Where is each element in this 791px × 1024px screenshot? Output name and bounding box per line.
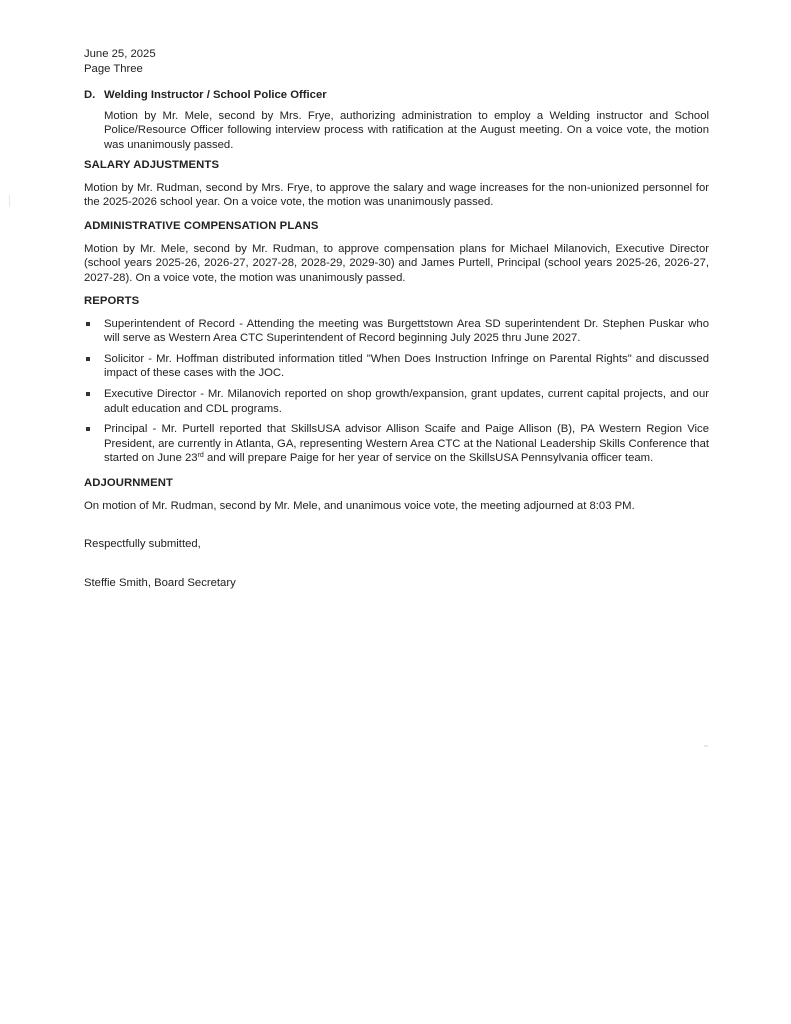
scan-artifact bbox=[704, 745, 708, 747]
section-heading: ADJOURNMENT bbox=[84, 477, 173, 489]
page-number: Page Three bbox=[84, 63, 143, 75]
section-body: Motion by Mr. Rudman, second by Mrs. Frye, to approve the salary and wage increases for the non-unionized personnel for the 2025-2026 school year. On a voice vote, the motion was unanimously passed. bbox=[84, 181, 709, 209]
section-administrative-compensation bbox=[84, 219, 709, 285]
report-item: Superintendent of Record - Attending the meeting was Burgettstown Area SD superintendent Dr. Stephen Puskar who will serve as Western Area CTC Superintendent of Record beginning July 2025 thru June 2027. bbox=[84, 317, 709, 346]
page-header bbox=[84, 47, 156, 77]
bullet-icon bbox=[86, 357, 90, 361]
bullet-icon bbox=[86, 322, 90, 326]
report-item: Principal - Mr. Purtell reported that SkillsUSA advisor Allison Scaife and Paige Allison (B), PA Western Region Vice President, are currently in Atlanta, GA, representing Western Area CTC at the National Leadership Skills Conference that started on June 23rd and will prepare Paige for her year of service on the SkillsUSA Pennsylvania officer team. bbox=[84, 422, 709, 466]
section-body: On motion of Mr. Rudman, second by Mr. Mele, and unanimous voice vote, the meeting adjourned at 8:03 PM. bbox=[84, 499, 635, 512]
bullet-icon bbox=[86, 427, 90, 431]
ordinal-suffix: rd bbox=[197, 452, 204, 460]
section-heading: ADMINISTRATIVE COMPENSATION PLANS bbox=[84, 220, 319, 232]
section-heading: REPORTS bbox=[84, 295, 140, 307]
bullet-icon bbox=[86, 392, 90, 396]
section-adjournment bbox=[84, 476, 709, 513]
section-title bbox=[84, 88, 709, 103]
reports-list bbox=[84, 317, 709, 466]
section-heading: SALARY ADJUSTMENTS bbox=[84, 159, 220, 171]
section-reports bbox=[84, 294, 709, 472]
section-body: Motion by Mr. Mele, second by Mrs. Frye, authorizing administration to employ a Welding instructor and School Police/Resource Officer following interview process with ratification at the August meeting. On a voice vote, the motion was unanimously passed. bbox=[104, 109, 709, 151]
signature-line: Steffie Smith, Board Secretary bbox=[84, 577, 236, 589]
section-title-text: Welding Instructor / School Police Officer bbox=[104, 89, 327, 101]
section-body: Motion by Mr. Mele, second by Mr. Rudman, to approve compensation plans for Michael Milanovich, Executive Director (school years 2025-26, 2026-27, 2027-28, 2028-29, 2029-30) and James Purtell, Principal (school years 2025-26, 2026-27, 2027-28). On a voice vote, the motion was unanimously passed. bbox=[84, 242, 709, 284]
section-letter: D. bbox=[84, 89, 96, 101]
report-item: Executive Director - Mr. Milanovich reported on shop growth/expansion, grant updates, current capital projects, and our adult education and CDL programs. bbox=[84, 387, 709, 416]
section-salary-adjustments bbox=[84, 158, 709, 210]
report-item: Solicitor - Mr. Hoffman distributed information titled "When Does Instruction Infringe on Parental Rights" and discussed impact of these cases with the JOC. bbox=[84, 352, 709, 381]
scan-artifact bbox=[9, 195, 10, 207]
section-welding-instructor bbox=[84, 88, 709, 152]
meeting-date: June 25, 2025 bbox=[84, 48, 156, 60]
closing-salutation: Respectfully submitted, bbox=[84, 538, 201, 550]
